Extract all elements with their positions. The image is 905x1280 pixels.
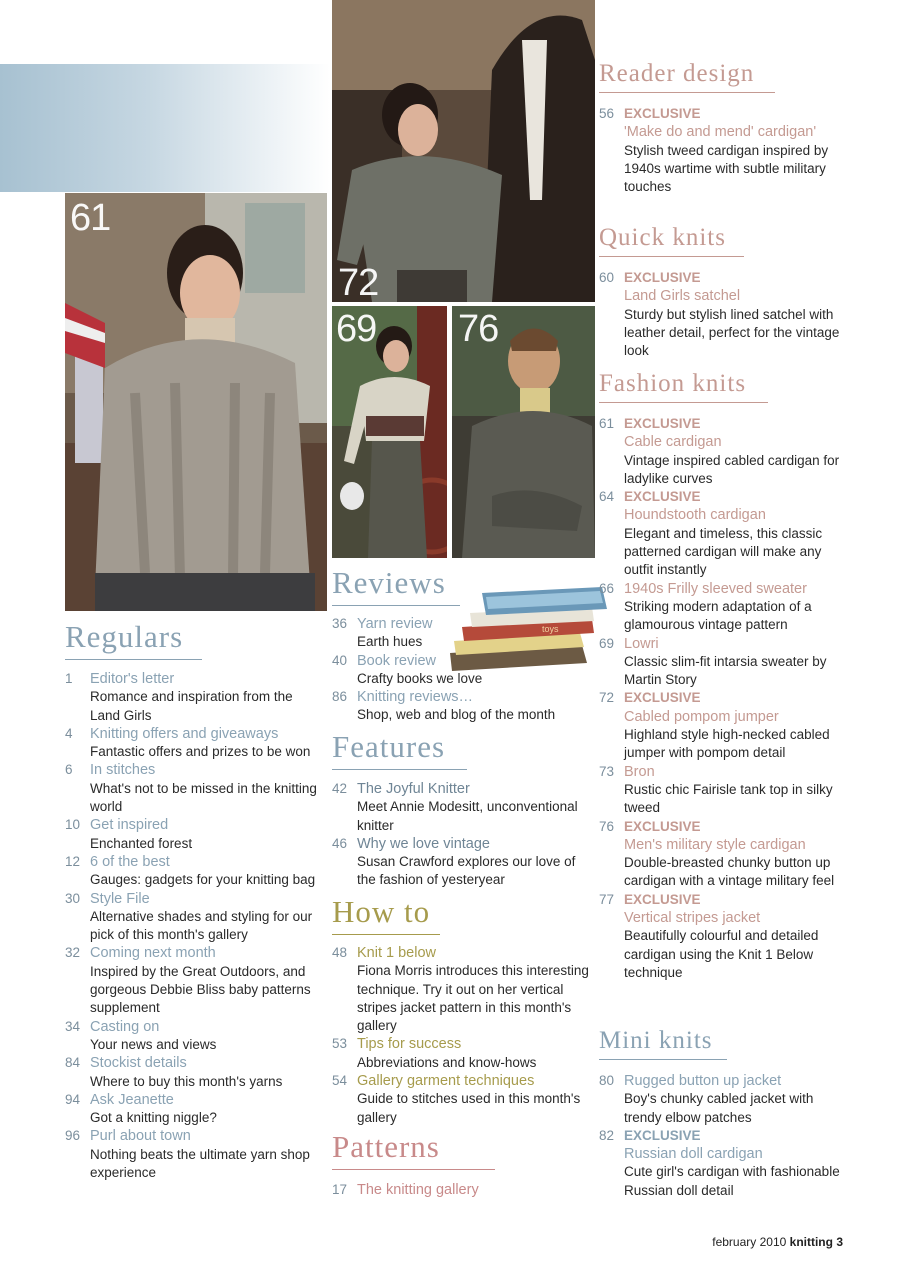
entry-description: Romance and inspiration from the Land Girls: [90, 689, 293, 723]
contents-entry[interactable]: [65, 761, 320, 816]
section-heading-reader-design: [599, 60, 775, 93]
entry-description: Cute girl's cardigan with fashionable Russian doll detail: [624, 1164, 840, 1198]
entry-title: Gallery garment techniques: [357, 1073, 535, 1090]
photo-military-cardigan: [452, 306, 595, 558]
entry-page-number: 53: [332, 1036, 348, 1052]
entry-description: Crafty books we love: [357, 670, 483, 686]
entry-description: Got a knitting niggle?: [90, 1110, 217, 1126]
footer-issue: february 2010: [712, 1235, 787, 1249]
exclusive-label: EXCLUSIVE: [624, 818, 701, 834]
contents-entry[interactable]: [599, 689, 849, 762]
entry-title: Why we love vintage: [357, 835, 490, 852]
entry-page-number: 84: [65, 1055, 81, 1071]
contents-entry[interactable]: [332, 1181, 592, 1199]
photo-page-number: 72: [338, 262, 379, 302]
entry-page-number: 73: [599, 763, 615, 779]
entry-title: Rugged button up jacket: [624, 1073, 782, 1089]
entry-page-number: 86: [332, 689, 348, 705]
entry-description: Double-breasted chunky button up cardigan with a vintage military feel: [624, 855, 835, 889]
entry-page-number: 48: [332, 945, 348, 960]
features-heading: Features: [332, 729, 467, 770]
photo-pompom-jumper: [332, 0, 595, 302]
entry-description: Alternative shades and styling for our pick of this month's gallery: [90, 908, 313, 943]
contents-entry[interactable]: [599, 818, 849, 891]
entry-page-number: 76: [599, 818, 615, 834]
section-heading-features: [332, 729, 467, 770]
section-heading-quick-knits: [599, 224, 744, 257]
entry-title: Houndstooth cardigan: [624, 507, 766, 524]
entry-page-number: 46: [332, 835, 348, 851]
entry-description: Gauges: gadgets for your knitting bag: [90, 872, 316, 888]
contents-entry[interactable]: [332, 1035, 592, 1072]
entry-description: What's not to be missed in the knitting world: [90, 780, 317, 815]
entry-description: Fiona Morris introduces this interesting technique. Try it out on her vertical stripes jacket pattern in this month's gallery: [357, 963, 589, 1034]
entry-title: In stitches: [90, 762, 156, 779]
contents-entry[interactable]: [599, 269, 849, 360]
reviews-list: [332, 615, 592, 725]
entry-page-number: 4: [65, 725, 73, 741]
entry-page-number: 77: [599, 891, 615, 907]
contents-entry[interactable]: [65, 725, 320, 762]
header-color-band: [0, 64, 330, 192]
entry-title: Knit 1 below: [357, 945, 436, 961]
section-heading-mini-knits: [599, 1027, 727, 1060]
contents-entry[interactable]: [599, 891, 849, 982]
entry-title: Russian doll cardigan: [624, 1146, 763, 1163]
exclusive-label: EXCLUSIVE: [624, 270, 701, 285]
entry-title: Coming next month: [90, 945, 216, 962]
entry-page-number: 32: [65, 945, 81, 961]
entry-title: Purl about town: [90, 1128, 191, 1145]
entry-page-number: 66: [599, 580, 615, 596]
entry-page-number: 61: [599, 416, 615, 431]
entry-title: 1940s Frilly sleeved sweater: [624, 580, 807, 597]
footer-brand: knitting: [789, 1235, 833, 1249]
entry-page-number: 6: [65, 762, 73, 778]
contents-entry[interactable]: [599, 488, 849, 579]
entry-page-number: 30: [65, 890, 81, 906]
exclusive-label: EXCLUSIVE: [624, 106, 701, 121]
entry-title: Bron: [624, 763, 655, 780]
entry-title: Book review: [357, 652, 436, 669]
entry-page-number: 36: [332, 616, 348, 631]
photo-intarsia-sweater: [332, 306, 447, 558]
reader-design-list: [599, 105, 849, 196]
regulars-list: [65, 670, 320, 1182]
contents-entry[interactable]: [65, 1091, 320, 1128]
entry-title: Cable cardigan: [624, 434, 722, 451]
contents-entry[interactable]: [65, 853, 320, 890]
entry-page-number: 54: [332, 1073, 348, 1089]
entry-title: Men's military style cardigan: [624, 836, 806, 853]
entry-description: Beautifully colourful and detailed cardigan using the Knit 1 Below technique: [624, 928, 819, 980]
section-heading-fashion-knits: [599, 370, 768, 403]
entry-description: Shop, web and blog of the month: [357, 707, 556, 723]
section-heading-regulars: [65, 619, 202, 660]
entry-description: Your news and views: [90, 1036, 217, 1052]
mini-knits-heading: Mini knits: [599, 1027, 727, 1060]
contents-entry[interactable]: [65, 1054, 320, 1091]
howto-list: [332, 944, 592, 1127]
photo-page-number: 69: [336, 308, 377, 350]
entry-page-number: 69: [599, 635, 615, 651]
entry-description: Boy's chunky cabled jacket with trendy elbow patches: [624, 1091, 814, 1125]
section-heading-howto: [332, 894, 440, 935]
entry-page-number: 34: [65, 1018, 81, 1034]
entry-description: Enchanted forest: [90, 835, 193, 851]
mini-knits-list: [599, 1072, 849, 1200]
contents-entry[interactable]: [65, 944, 320, 1017]
howto-heading: How to: [332, 894, 440, 935]
entry-description: Meet Annie Modesitt, unconventional knitter: [357, 799, 578, 833]
entry-title: Knitting offers and giveaways: [90, 725, 279, 742]
entry-title: Stockist details: [90, 1055, 187, 1072]
contents-entry[interactable]: [599, 580, 849, 635]
contents-entry[interactable]: [332, 780, 592, 835]
exclusive-label: EXCLUSIVE: [624, 891, 701, 907]
entry-title: Lowri: [624, 635, 659, 652]
section-heading-reviews: [332, 565, 460, 606]
entry-description: Sturdy but stylish lined satchel with leather detail, perfect for the vintage look: [624, 306, 840, 359]
patterns-list: [332, 1181, 592, 1199]
entry-page-number: 96: [65, 1128, 81, 1144]
entry-title: 6 of the best: [90, 853, 170, 870]
exclusive-label: EXCLUSIVE: [624, 690, 701, 706]
entry-title: 'Make do and mend' cardigan': [624, 124, 817, 141]
photo-cable-cardigan: [65, 193, 327, 611]
entry-description: Guide to stitches used in this month's gallery: [357, 1091, 581, 1125]
entry-page-number: 80: [599, 1073, 615, 1088]
contents-entry[interactable]: [332, 835, 592, 890]
photo-page-number: 76: [458, 308, 499, 350]
entry-description: Abbreviations and know-hows: [357, 1054, 537, 1070]
entry-page-number: 17: [332, 1182, 348, 1197]
contents-entry[interactable]: [65, 1127, 320, 1182]
reviews-heading: Reviews: [332, 565, 460, 606]
entry-description: Elegant and timeless, this classic patterned cardigan will make any outfit instantly: [624, 525, 823, 578]
entry-title: Tips for success: [357, 1036, 462, 1053]
entry-page-number: 82: [599, 1127, 615, 1143]
entry-title: Land Girls satchel: [624, 288, 741, 305]
section-heading-patterns: [332, 1129, 495, 1170]
entry-page-number: 72: [599, 690, 615, 706]
entry-description: Earth hues: [357, 634, 423, 650]
contents-entry[interactable]: [332, 652, 592, 689]
entry-description: Stylish tweed cardigan inspired by 1940s wartime with subtle military touches: [624, 142, 829, 195]
contents-entry[interactable]: [599, 1127, 849, 1200]
entry-title: Get inspired: [90, 817, 169, 834]
entry-description: Rustic chic Fairisle tank top in silky tweed: [624, 781, 833, 816]
entry-page-number: 60: [599, 270, 615, 285]
exclusive-label: EXCLUSIVE: [624, 489, 701, 505]
contents-entry[interactable]: [65, 816, 320, 853]
entry-title: Cabled pompom jumper: [624, 708, 779, 725]
contents-entry[interactable]: [65, 890, 320, 945]
entry-title: Style File: [90, 890, 150, 907]
contents-entry[interactable]: [332, 1072, 592, 1127]
entry-description: Inspired by the Great Outdoors, and gorgeous Debbie Bliss baby patterns supplement: [90, 963, 311, 1016]
entry-title: The Joyful Knitter: [357, 781, 470, 797]
entry-description: Vintage inspired cabled cardigan for ladylike curves: [624, 452, 840, 486]
contents-entry[interactable]: [599, 763, 849, 818]
entry-page-number: 56: [599, 106, 615, 121]
contents-entry[interactable]: [599, 105, 849, 196]
contents-entry[interactable]: [65, 1018, 320, 1055]
exclusive-label: EXCLUSIVE: [624, 416, 701, 431]
patterns-heading: Patterns: [332, 1129, 495, 1170]
contents-entry[interactable]: [332, 615, 592, 652]
quick-knits-heading: Quick knits: [599, 224, 744, 257]
entry-page-number: 12: [65, 853, 81, 869]
entry-title: Ask Jeanette: [90, 1091, 174, 1108]
contents-entry[interactable]: [599, 635, 849, 690]
regulars-heading: Regulars: [65, 619, 202, 660]
book-spine-text: toys: [542, 624, 559, 634]
entry-page-number: 40: [332, 652, 348, 668]
entry-description: Fantastic offers and prizes to be won: [90, 744, 311, 760]
entry-description: Nothing beats the ultimate yarn shop experience: [90, 1146, 310, 1181]
entry-description: Classic slim-fit intarsia sweater by Martin Story: [624, 653, 827, 688]
entry-page-number: 1: [65, 671, 73, 686]
exclusive-label: EXCLUSIVE: [624, 1127, 701, 1143]
page-footer: [712, 1235, 843, 1249]
entry-title: Casting on: [90, 1018, 160, 1035]
entry-title: The knitting gallery: [357, 1182, 479, 1198]
entry-page-number: 64: [599, 489, 615, 505]
entry-title: Editor's letter: [90, 671, 175, 687]
footer-page-number: 3: [836, 1235, 843, 1249]
quick-knits-list: [599, 269, 849, 360]
contents-entry[interactable]: [332, 688, 592, 725]
contents-entry[interactable]: [65, 670, 320, 725]
fashion-knits-heading: Fashion knits: [599, 370, 768, 403]
entry-title: Yarn review: [357, 616, 433, 632]
reader-design-heading: Reader design: [599, 60, 775, 93]
contents-entry[interactable]: [599, 415, 849, 488]
entry-description: Striking modern adaptation of a glamourous vintage pattern: [624, 598, 812, 633]
contents-entry[interactable]: [332, 944, 592, 1035]
entry-title: Knitting reviews…: [357, 689, 474, 706]
entry-page-number: 94: [65, 1091, 81, 1107]
contents-entry[interactable]: [599, 1072, 849, 1127]
entry-description: Susan Crawford explores our love of the fashion of yesteryear: [357, 854, 576, 888]
features-list: [332, 780, 592, 890]
entry-page-number: 10: [65, 817, 81, 833]
fashion-knits-list: [599, 415, 849, 982]
entry-description: Where to buy this month's yarns: [90, 1073, 283, 1089]
photo-page-number: 61: [70, 197, 111, 239]
entry-description: Highland style high-necked cabled jumper with pompom detail: [624, 727, 830, 761]
entry-title: Vertical stripes jacket: [624, 910, 761, 927]
entry-page-number: 42: [332, 781, 348, 796]
